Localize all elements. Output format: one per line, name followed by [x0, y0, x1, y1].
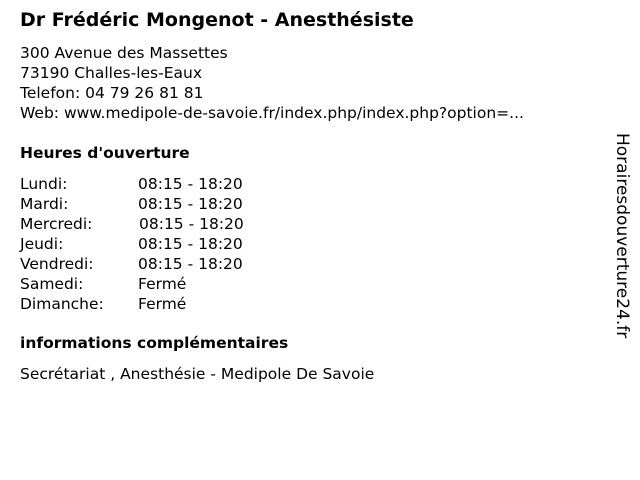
- hours-table: [20, 174, 320, 314]
- time-value: 08:15 - 18:20: [138, 195, 243, 213]
- day-label: Mercredi:: [20, 215, 93, 233]
- day-label: Dimanche:: [20, 295, 104, 313]
- hours-row-monday: [20, 174, 320, 194]
- page-title: Dr Frédéric Mongenot - Anesthésiste: [20, 9, 414, 31]
- time-value: Fermé: [138, 295, 187, 313]
- hours-row-saturday: [20, 274, 320, 294]
- street-address: 300 Avenue des Massettes: [20, 44, 228, 62]
- time-value: 08:15 - 18:20: [138, 235, 243, 253]
- hours-heading: Heures d'ouverture: [20, 144, 190, 162]
- watermark: [610, 133, 634, 371]
- hours-row-sunday: [20, 294, 320, 314]
- time-value: 08:15 - 18:20: [138, 175, 243, 193]
- time-value: Fermé: [138, 275, 187, 293]
- city-address: 73190 Challes-les-Eaux: [20, 64, 202, 82]
- day-label: Vendredi:: [20, 255, 94, 273]
- hours-row-tuesday: [20, 194, 320, 214]
- watermark-text: Horairesdouverture24.fr: [612, 133, 632, 339]
- phone-number[interactable]: Telefon: 04 79 26 81 81: [20, 84, 204, 102]
- hours-row-friday: [20, 254, 320, 274]
- day-label: Samedi:: [20, 275, 84, 293]
- time-value: 08:15 - 18:20: [138, 255, 243, 273]
- info-heading: informations complémentaires: [20, 334, 289, 352]
- info-text: Secrétariat , Anesthésie - Medipole De Savoie: [20, 365, 375, 383]
- time-value: 08:15 - 18:20: [139, 215, 244, 233]
- address-block: [20, 43, 524, 123]
- day-label: Jeudi:: [20, 235, 64, 253]
- day-label: Lundi:: [20, 175, 68, 193]
- day-label: Mardi:: [20, 195, 69, 213]
- hours-row-thursday: [20, 234, 320, 254]
- website-link[interactable]: Web: www.medipole-de-savoie.fr/index.php/index.php?option=...: [20, 104, 524, 122]
- hours-row-wednesday: [20, 214, 320, 234]
